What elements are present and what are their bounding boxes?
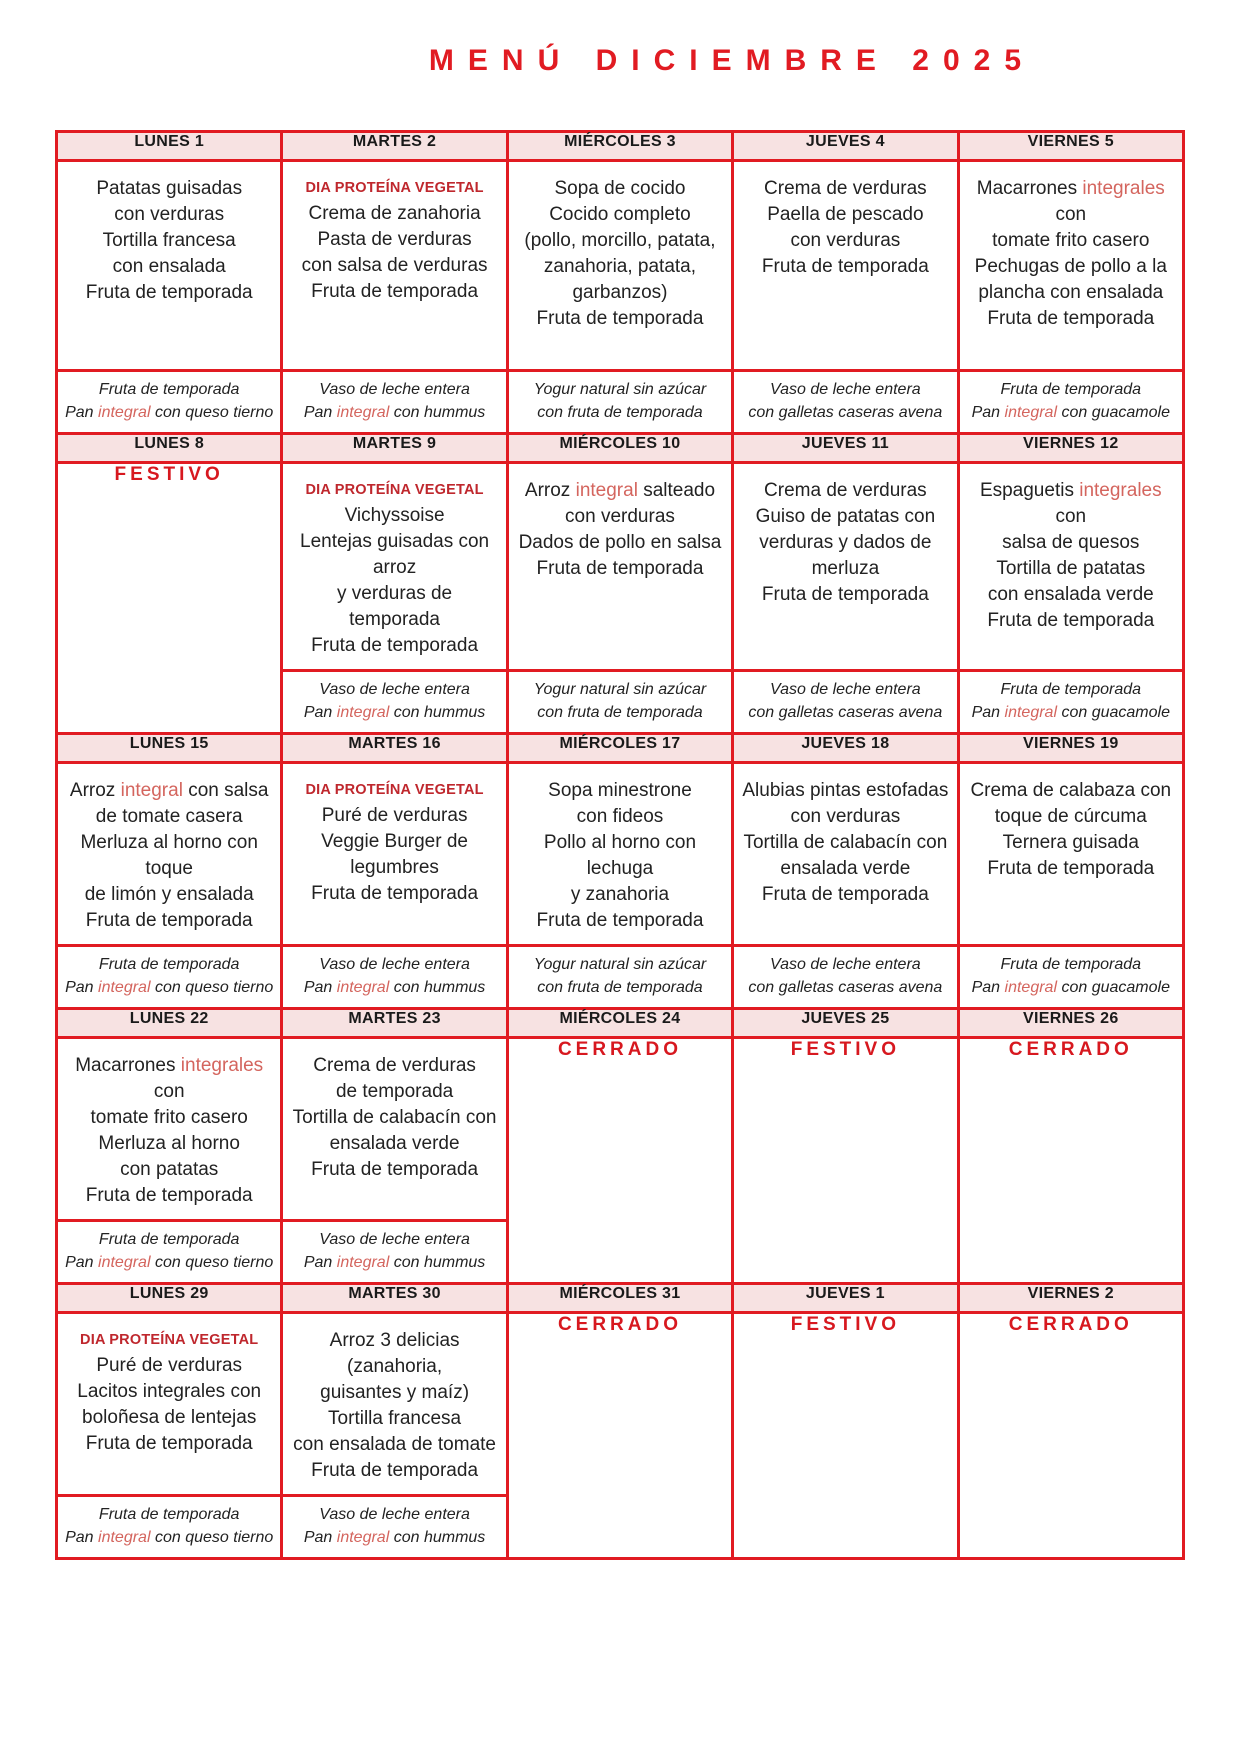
page-title: MENÚ DICIEMBRE 2025 — [428, 44, 1035, 77]
week5-menu-row — [57, 1313, 1184, 1496]
menu-cell: Macarrones integrales con tomate frito casero Pechugas de pollo a la plancha con ensalada Fruta de temporada — [958, 161, 1183, 371]
snack-cell: Vaso de leche entera Pan integral con hummus — [282, 671, 507, 734]
status-cell-festivo — [733, 1038, 958, 1284]
snack-cell: Fruta de temporada Pan integral con guacamole — [958, 371, 1183, 434]
menu-cell: DIA PROTEÍNA VEGETAL Crema de zanahoria Pasta de verduras con salsa de verduras Fruta de temporada — [282, 161, 507, 371]
day-header-martes-30: MARTES 30 — [282, 1284, 507, 1313]
day-header-miercoles-24: MIÉRCOLES 24 — [507, 1009, 732, 1038]
status-label: CERRADO — [1008, 1314, 1133, 1335]
snack-cell: Vaso de leche entera Pan integral con hummus — [282, 1496, 507, 1559]
status-cell-festivo — [733, 1313, 958, 1559]
day-header-viernes-2: VIERNES 2 — [958, 1284, 1183, 1313]
menu-cell: Sopa minestrone con fideos Pollo al horno con lechuga y zanahoria Fruta de temporada — [507, 763, 732, 946]
menu-cell: Crema de verduras de temporada Tortilla de calabacín con ensalada verde Fruta de temporada — [282, 1038, 507, 1221]
day-header-martes-2: MARTES 2 — [282, 132, 507, 161]
day-header-miercoles-17: MIÉRCOLES 17 — [507, 734, 732, 763]
status-cell-cerrado — [958, 1038, 1183, 1284]
day-header-jueves-25: JUEVES 25 — [733, 1009, 958, 1038]
snack-cell: Fruta de temporada Pan integral con queso tierno — [57, 1496, 282, 1559]
snack-cell: Fruta de temporada Pan integral con queso tierno — [57, 946, 282, 1009]
snack-cell: Vaso de leche entera Pan integral con hummus — [282, 371, 507, 434]
week4-menu-row — [57, 1038, 1184, 1221]
day-header-jueves-18: JUEVES 18 — [733, 734, 958, 763]
status-label: CERRADO — [557, 1039, 682, 1060]
day-header-lunes-22: LUNES 22 — [57, 1009, 282, 1038]
day-header-lunes-29: LUNES 29 — [57, 1284, 282, 1313]
menu-cell: DIA PROTEÍNA VEGETAL Puré de verduras Lacitos integrales con boloñesa de lentejas Fruta de temporada — [57, 1313, 282, 1496]
week3-snack-row — [57, 946, 1184, 1009]
menu-cell: Arroz integral con salsa de tomate casera Merluza al horno con toque de limón y ensalada Fruta de temporada — [57, 763, 282, 946]
day-header-lunes-15: LUNES 15 — [57, 734, 282, 763]
day-header-lunes-1: LUNES 1 — [57, 132, 282, 161]
status-cell-cerrado — [507, 1313, 732, 1559]
day-header-jueves-11: JUEVES 11 — [733, 434, 958, 463]
week1-snack-row — [57, 371, 1184, 434]
day-header-martes-16: MARTES 16 — [282, 734, 507, 763]
week4-header-row — [57, 1009, 1184, 1038]
day-header-martes-23: MARTES 23 — [282, 1009, 507, 1038]
status-cell-cerrado — [958, 1313, 1183, 1559]
menu-cell: Arroz 3 delicias (zanahoria, guisantes y maíz) Tortilla francesa con ensalada de tomate Fruta de temporada — [282, 1313, 507, 1496]
menu-cell: Arroz integral salteado con verduras Dados de pollo en salsa Fruta de temporada — [507, 463, 732, 671]
day-header-miercoles-31: MIÉRCOLES 31 — [507, 1284, 732, 1313]
snack-cell: Yogur natural sin azúcar con fruta de temporada — [507, 371, 732, 434]
snack-cell: Vaso de leche entera Pan integral con hummus — [282, 946, 507, 1009]
status-label: FESTIVO — [114, 464, 224, 485]
snack-cell: Vaso de leche entera con galletas caseras avena — [733, 371, 958, 434]
status-label: FESTIVO — [790, 1039, 901, 1060]
day-header-viernes-19: VIERNES 19 — [958, 734, 1183, 763]
status-cell-cerrado — [507, 1038, 732, 1284]
week3-menu-row — [57, 763, 1184, 946]
week1-menu-row — [57, 161, 1184, 371]
menu-cell: DIA PROTEÍNA VEGETAL Vichyssoise Lentejas guisadas con arroz y verduras de temporada Fruta de temporada — [282, 463, 507, 671]
snack-cell: Yogur natural sin azúcar con fruta de temporada — [507, 671, 732, 734]
menu-cell: Patatas guisadas con verduras Tortilla francesa con ensalada Fruta de temporada — [57, 161, 282, 371]
snack-cell: Fruta de temporada Pan integral con guacamole — [958, 671, 1183, 734]
week2-header-row — [57, 434, 1184, 463]
status-label: CERRADO — [557, 1314, 682, 1335]
status-cell-festivo — [57, 463, 282, 734]
day-header-viernes-5: VIERNES 5 — [958, 132, 1183, 161]
menu-cell: Espaguetis integrales con salsa de quesos Tortilla de patatas con ensalada verde Fruta de temporada — [958, 463, 1183, 671]
week5-header-row — [57, 1284, 1184, 1313]
snack-cell: Fruta de temporada Pan integral con guacamole — [958, 946, 1183, 1009]
day-header-viernes-12: VIERNES 12 — [958, 434, 1183, 463]
snack-cell: Yogur natural sin azúcar con fruta de temporada — [507, 946, 732, 1009]
snack-cell: Fruta de temporada Pan integral con queso tierno — [57, 1221, 282, 1284]
week1-header-row — [57, 132, 1184, 161]
menu-cell: DIA PROTEÍNA VEGETAL Puré de verduras Veggie Burger de legumbres Fruta de temporada — [282, 763, 507, 946]
status-label: CERRADO — [1008, 1039, 1133, 1060]
menu-cell: Crema de verduras Guiso de patatas con verduras y dados de merluza Fruta de temporada — [733, 463, 958, 671]
day-header-miercoles-10: MIÉRCOLES 10 — [507, 434, 732, 463]
menu-cell: Crema de calabaza con toque de cúrcuma Ternera guisada Fruta de temporada — [958, 763, 1183, 946]
day-header-miercoles-3: MIÉRCOLES 3 — [507, 132, 732, 161]
status-label: FESTIVO — [790, 1314, 901, 1335]
day-header-martes-9: MARTES 9 — [282, 434, 507, 463]
menu-cell: Crema de verduras Paella de pescado con verduras Fruta de temporada — [733, 161, 958, 371]
menu-table — [55, 130, 1185, 1560]
menu-cell: Alubias pintas estofadas con verduras Tortilla de calabacín con ensalada verde Fruta de temporada — [733, 763, 958, 946]
day-header-lunes-8: LUNES 8 — [57, 434, 282, 463]
day-header-jueves-4: JUEVES 4 — [733, 132, 958, 161]
menu-cell: Macarrones integrales con tomate frito casero Merluza al horno con patatas Fruta de temporada — [57, 1038, 282, 1221]
snack-cell: Vaso de leche entera Pan integral con hummus — [282, 1221, 507, 1284]
snack-cell: Vaso de leche entera con galletas caseras avena — [733, 671, 958, 734]
snack-cell: Vaso de leche entera con galletas caseras avena — [733, 946, 958, 1009]
week2-menu-row — [57, 463, 1184, 671]
week3-header-row — [57, 734, 1184, 763]
menu-cell: Sopa de cocido Cocido completo (pollo, morcillo, patata, zanahoria, patata, garbanzos) Fruta de temporada — [507, 161, 732, 371]
day-header-jueves-1: JUEVES 1 — [733, 1284, 958, 1313]
snack-cell: Fruta de temporada Pan integral con queso tierno — [57, 371, 282, 434]
day-header-viernes-26: VIERNES 26 — [958, 1009, 1183, 1038]
